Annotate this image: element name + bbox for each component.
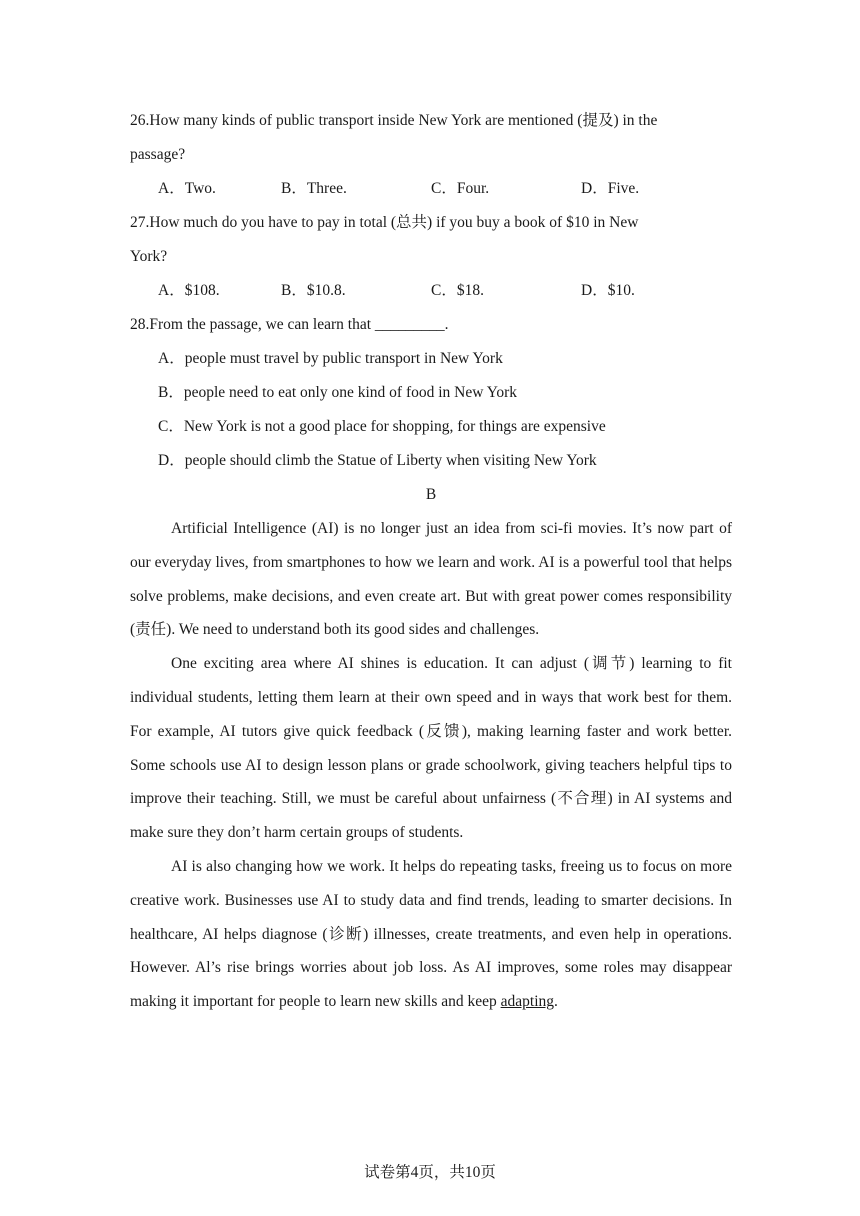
page-content bbox=[130, 104, 732, 1019]
option-c: C．Four. bbox=[431, 180, 490, 197]
question-27-line1 bbox=[130, 206, 732, 240]
question-number: 26. bbox=[130, 112, 150, 129]
option-a: A．people must travel by public transport in New York bbox=[158, 350, 503, 367]
page-footer: 试卷第4页，共10页 bbox=[364, 1164, 496, 1181]
option-c: C．$18. bbox=[431, 282, 484, 299]
question-26-options bbox=[130, 172, 732, 206]
option-d: D．people should climb the Statue of Liberty when visiting New York bbox=[158, 452, 597, 469]
paragraph-text: AI is also changing how we work. It helps do repeating tasks, freeing us to focus on more creative work. Businesses use AI to study data and find trends, leading to smarter decisions. In healthcare, AI helps diagnose (诊断) illnesses, create treatments, and even help in operations. However. Al’s rise brings worries about job loss. As AI improves, some roles may disappear making it important for people to learn new skills and keep bbox=[130, 857, 732, 1011]
option-b: B．people need to eat only one kind of food in New York bbox=[158, 384, 518, 401]
question-text: How much do you have to pay in total (总共) if you buy a book of $10 in New bbox=[149, 214, 639, 231]
option-a: A．Two. bbox=[158, 180, 216, 197]
question-number: 28. bbox=[130, 316, 150, 333]
section-heading: B bbox=[425, 486, 437, 503]
option-d: D．$10. bbox=[581, 282, 635, 299]
question-number: 27. bbox=[130, 214, 150, 231]
option-c: C．New York is not a good place for shopping, for things are expensive bbox=[158, 418, 606, 435]
passage-paragraph-1: Artificial Intelligence (AI) is no longer just an idea from sci-fi movies. It’s now part of our everyday lives, from smartphones to how we learn and work. AI is a powerful tool that helps solve problems, make decisions, and even create art. But with great power comes responsibility (责任). We need to understand both its good sides and challenges. bbox=[130, 520, 732, 639]
question-28-line1 bbox=[130, 308, 732, 342]
paragraph-end: . bbox=[554, 993, 558, 1011]
option-b: B．Three. bbox=[281, 180, 347, 197]
option-b: B．$10.8. bbox=[281, 282, 346, 299]
passage-paragraph-2: One exciting area where AI shines is education. It can adjust (调节) learning to fit individual students, letting them learn at their own speed and in ways that work best for them. For example, AI tutors give quick feedback (反馈), making learning faster and work better. Some schools use AI to design lesson plans or grade schoolwork, giving teachers helpful tips to improve their teaching. Still, we must be careful about unfairness (不合理) in AI systems and make sure they don’t harm certain groups of students. bbox=[130, 655, 732, 842]
question-text: From the passage, we can learn that _________. bbox=[149, 316, 449, 333]
question-27-line2: York? bbox=[130, 248, 168, 265]
question-26-line2: passage? bbox=[130, 146, 186, 163]
question-27-options bbox=[130, 274, 732, 308]
question-26-line1 bbox=[130, 104, 732, 138]
option-a: A．$108. bbox=[158, 282, 220, 299]
underlined-word: adapting bbox=[500, 993, 554, 1011]
option-d: D．Five. bbox=[581, 180, 640, 197]
question-text: How many kinds of public transport inside New York are mentioned (提及) in the bbox=[149, 112, 658, 129]
passage-paragraph-3 bbox=[130, 850, 732, 1019]
